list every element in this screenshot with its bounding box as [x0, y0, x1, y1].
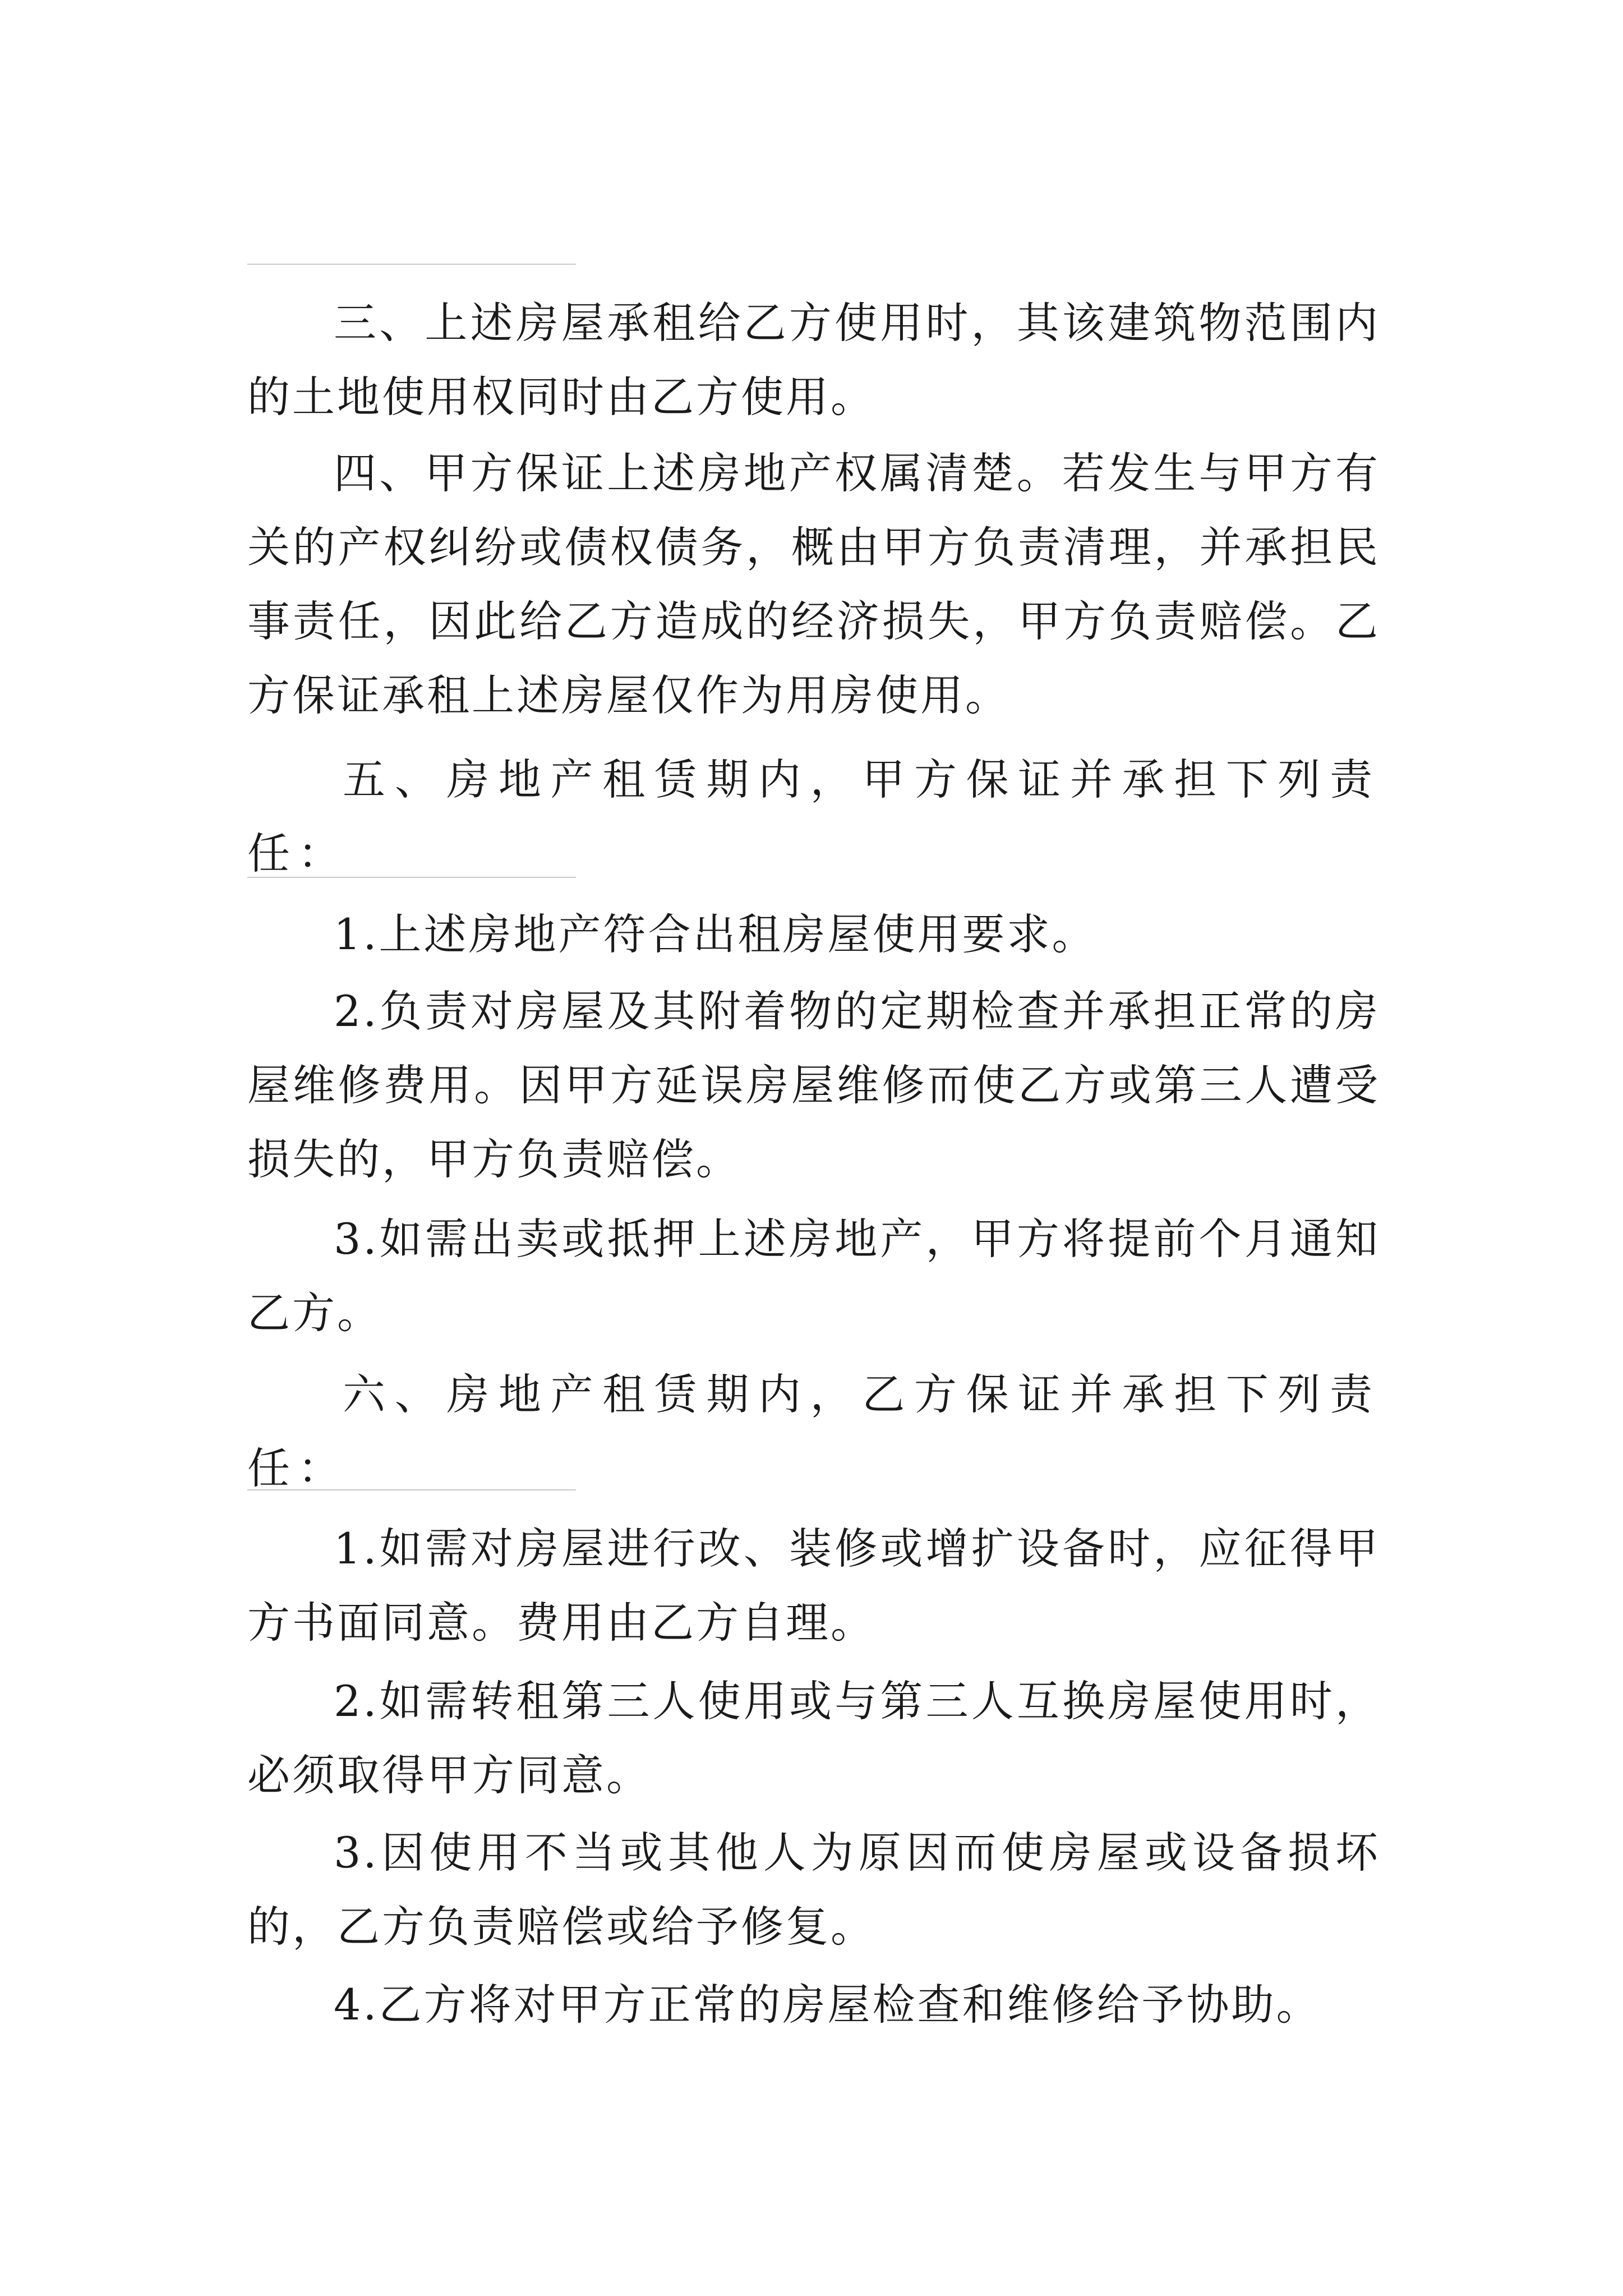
paragraph-clause-5-item-3: 3.如需出卖或抵押上述房地产，甲方将提前个月通知乙方。 — [247, 1214, 1380, 1338]
paragraph-clause-5-item-2: 2.负责对房屋及其附着物的定期检查并承担正常的房屋维修费用。因甲方延误房屋维修而使乙方或第三人遭受损失的，甲方负责赔偿。 — [247, 986, 1380, 1184]
paragraph-clause-3: 三、上述房屋承租给乙方使用时，其该建筑物范围内的土地使用权同时由乙方使用。 — [247, 298, 1380, 422]
paragraph-clause-5-heading: 五、房地产租赁期内，甲方保证并承担下列责任： — [247, 754, 1380, 878]
paragraph-clause-6-item-4: 4.乙方将对甲方正常的房屋检查和维修给予协助。 — [334, 1980, 1321, 2030]
paragraph-clause-5-item-1: 1.上述房地产符合出租房屋使用要求。 — [334, 909, 1097, 959]
separator-line — [247, 877, 576, 878]
paragraph-clause-6-item-3: 3.因使用不当或其他人为原因而使房屋或设备损坏的，乙方负责赔偿或给予修复。 — [247, 1828, 1380, 1952]
paragraph-clause-6-heading: 六、房地产租赁期内，乙方保证并承担下列责任： — [247, 1369, 1380, 1493]
paragraph-clause-4: 四、甲方保证上述房地产权属清楚。若发生与甲方有关的产权纠纷或债权债务，概由甲方负责清理，并承担民事责任，因此给乙方造成的经济损失，甲方负责赔偿。乙方保证承租上述房屋仅作为用房使用。 — [247, 448, 1380, 720]
paragraph-clause-6-item-2: 2.如需转租第三人使用或与第三人互换房屋使用时，必须取得甲方同意。 — [247, 1676, 1380, 1800]
separator-line — [247, 1489, 576, 1490]
separator-line — [247, 264, 576, 265]
paragraph-clause-6-item-1: 1.如需对房屋进行改、装修或增扩设备时，应征得甲方书面同意。费用由乙方自理。 — [247, 1524, 1380, 1648]
